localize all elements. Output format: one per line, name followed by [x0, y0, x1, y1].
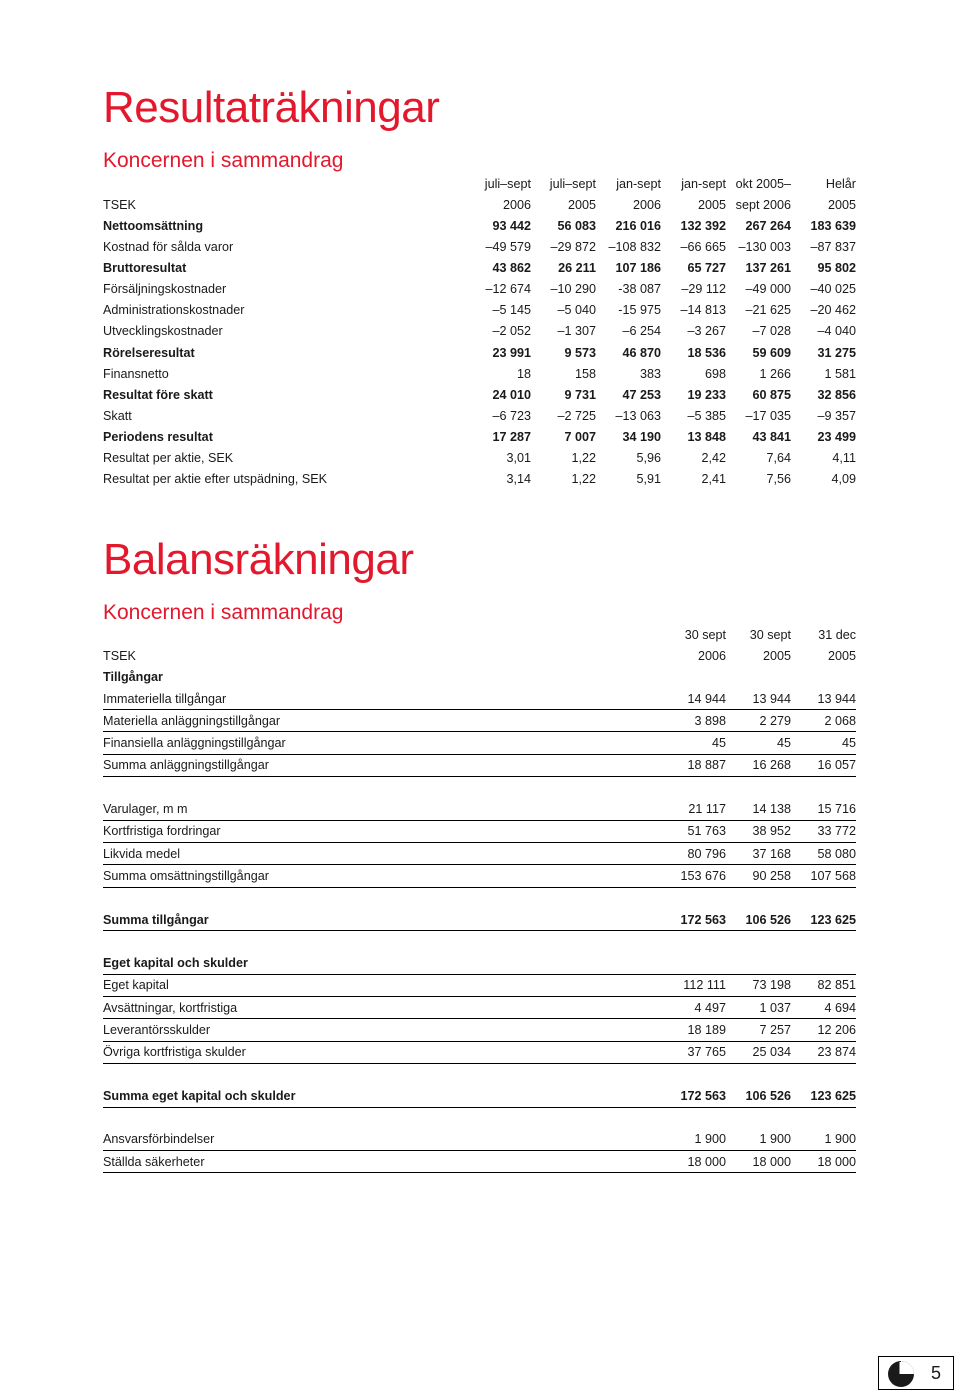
row-value: 23 874: [791, 1041, 856, 1063]
row-value: 1 900: [791, 1129, 856, 1151]
row-value: –2 725: [557, 408, 596, 423]
row-value: 37 168: [726, 842, 791, 864]
column-year-label: 2006: [697, 648, 726, 663]
row-value: 106 526: [726, 909, 791, 931]
table-row: [103, 842, 856, 864]
table-row: [103, 710, 856, 732]
row-value: 45: [791, 732, 856, 754]
column-year-label: 2005: [697, 197, 726, 212]
row-label: Summa tillgångar: [103, 909, 661, 931]
row-value: 32 856: [817, 387, 856, 402]
row-value: –6 254: [622, 324, 661, 339]
row-value: 172 563: [661, 1085, 726, 1107]
row-value: 34 190: [622, 430, 661, 445]
row-value: 73 198: [726, 974, 791, 996]
table-row: [103, 732, 856, 754]
row-value: 1 581: [824, 366, 856, 381]
row-label: Avsättningar, kortfristiga: [103, 997, 661, 1019]
row-value: –2 052: [492, 324, 531, 339]
row-value: 93 442: [492, 218, 531, 233]
row-value: 37 765: [661, 1041, 726, 1063]
row-value: –13 063: [615, 408, 661, 423]
row-value: 1 900: [726, 1129, 791, 1151]
row-value: [791, 952, 856, 974]
table-row: [103, 427, 856, 448]
table-row: [103, 363, 856, 384]
row-value: 45: [661, 732, 726, 754]
table-row: [103, 469, 856, 490]
header-spacer: [103, 174, 466, 194]
row-value: 24 010: [492, 387, 531, 402]
row-value: 38 952: [726, 820, 791, 842]
row-value: 4,09: [831, 472, 856, 487]
row-value: 153 676: [661, 865, 726, 887]
row-label: Immateriella tillgångar: [103, 688, 661, 710]
row-label: Summa eget kapital och skulder: [103, 1085, 661, 1107]
row-value: 112 111: [661, 974, 726, 996]
table-row: [103, 321, 856, 342]
row-label: Resultat före skatt: [103, 387, 213, 402]
spacer-cell: [103, 931, 856, 953]
row-value: 26 211: [558, 260, 596, 275]
row-value: [661, 952, 726, 974]
row-value: 216 016: [615, 218, 661, 233]
row-value: –5 385: [687, 408, 726, 423]
spacer-cell: [103, 1063, 856, 1085]
row-spacer: [103, 1063, 856, 1085]
table-row: [103, 997, 856, 1019]
row-value: 43 862: [492, 260, 531, 275]
column-year-label: 2005: [762, 648, 791, 663]
table-row: [103, 974, 856, 996]
row-value: –21 625: [745, 303, 791, 318]
table-row: [103, 448, 856, 469]
row-label: Administrationskostnader: [103, 303, 245, 318]
row-value: 18 000: [661, 1151, 726, 1173]
row-value: 13 944: [791, 688, 856, 710]
row-label: Materiella anläggningstillgångar: [103, 710, 661, 732]
table-row: [103, 952, 856, 974]
column-period-label: jan-sept: [616, 177, 661, 191]
row-value: 267 264: [745, 218, 791, 233]
row-value: –3 267: [687, 324, 726, 339]
column-period-label: Helår: [825, 177, 856, 191]
row-spacer: [103, 777, 856, 799]
row-label: Kortfristiga fordringar: [103, 820, 661, 842]
row-value: –49 000: [745, 282, 791, 297]
row-label: Eget kapital: [103, 974, 661, 996]
table-row: [103, 688, 856, 710]
row-value: 18 000: [791, 1151, 856, 1173]
table-row: [103, 865, 856, 887]
row-label: Utvecklingskostnader: [103, 324, 223, 339]
column-year-label: 2006: [502, 197, 531, 212]
row-label: Finansiella anläggningstillgångar: [103, 732, 661, 754]
column-period-label: juli–sept: [549, 177, 596, 191]
row-label: Likvida medel: [103, 842, 661, 864]
row-value: 123 625: [791, 1085, 856, 1107]
row-spacer: [103, 887, 856, 909]
row-value: 17 287: [492, 430, 531, 445]
column-year-label: sept 2006: [735, 197, 791, 212]
table-row: [103, 279, 856, 300]
column-date-row: [103, 624, 856, 645]
row-value: 4 497: [661, 997, 726, 1019]
row-value: –49 579: [485, 239, 531, 254]
row-value: 80 796: [661, 842, 726, 864]
row-value: 18 000: [726, 1151, 791, 1173]
column-year-label: 2005: [827, 648, 856, 663]
row-value: 7 007: [564, 430, 596, 445]
row-value: 13 848: [687, 430, 726, 445]
row-value: 90 258: [726, 865, 791, 887]
table-row: [103, 300, 856, 321]
row-value: 18 887: [661, 754, 726, 776]
balance-sheet-title: Balansräkningar: [103, 535, 414, 584]
row-value: 137 261: [745, 260, 791, 275]
income-statement-table: [103, 174, 856, 490]
row-value: 158: [574, 366, 596, 381]
table-row: [103, 384, 856, 405]
row-label: Finansnetto: [103, 366, 169, 381]
row-value: 2 279: [726, 710, 791, 732]
row-value: 9 731: [564, 387, 596, 402]
column-year-label: 2006: [632, 197, 661, 212]
row-value: 12 206: [791, 1019, 856, 1041]
row-value: 1,22: [571, 472, 596, 487]
row-value: 3 898: [661, 710, 726, 732]
row-value: –4 040: [817, 324, 856, 339]
row-value: -15 975: [618, 303, 661, 318]
row-value: –66 665: [680, 239, 726, 254]
row-value: 383: [639, 366, 661, 381]
row-value: –6 723: [492, 408, 531, 423]
row-value: 1,22: [571, 451, 596, 466]
row-label: Eget kapital och skulder: [103, 952, 661, 974]
row-value: 25 034: [726, 1041, 791, 1063]
row-value: 46 870: [622, 345, 661, 360]
row-value: –40 025: [810, 282, 856, 297]
table-row: [103, 215, 856, 236]
row-label: Tillgångar: [103, 670, 163, 685]
unit-label: TSEK: [103, 197, 136, 212]
row-value: –5 040: [557, 303, 596, 318]
column-date-label: 31 dec: [818, 627, 856, 642]
row-value: 43 841: [752, 430, 791, 445]
column-year-row: [103, 645, 856, 666]
row-value: [661, 667, 726, 688]
row-value: –14 813: [680, 303, 726, 318]
column-period-label: okt 2005–: [735, 177, 791, 191]
column-period-label: juli–sept: [484, 177, 531, 191]
column-year-row: [103, 194, 856, 215]
company-logo-icon: [887, 1360, 915, 1388]
row-value: 23 499: [817, 430, 856, 445]
row-label: Resultat per aktie, SEK: [103, 451, 234, 466]
row-value: 1 266: [759, 366, 791, 381]
row-value: 4,11: [832, 451, 856, 466]
row-value: 123 625: [791, 909, 856, 931]
column-year-label: 2005: [827, 197, 856, 212]
row-value: –20 462: [810, 303, 856, 318]
row-value: 1 037: [726, 997, 791, 1019]
table-row: [103, 1151, 856, 1173]
row-value: 58 080: [791, 842, 856, 864]
row-value: 3,14: [506, 472, 531, 487]
row-value: 19 233: [687, 387, 726, 402]
table-row: [103, 342, 856, 363]
row-value: 18: [516, 366, 531, 381]
row-spacer: [103, 931, 856, 953]
row-value: 7 257: [726, 1019, 791, 1041]
row-value: 51 763: [661, 820, 726, 842]
row-value: 33 772: [791, 820, 856, 842]
row-label: Resultat per aktie efter utspädning, SEK: [103, 472, 328, 487]
row-value: 45: [726, 732, 791, 754]
balance-sheet-subtitle: Koncernen i sammandrag: [103, 601, 344, 624]
table-row: [103, 754, 856, 776]
row-value: –10 290: [550, 282, 596, 297]
row-label: Övriga kortfristiga skulder: [103, 1041, 661, 1063]
row-label: Varulager, m m: [103, 798, 661, 820]
row-label: Nettoomsättning: [103, 218, 204, 233]
row-label: Summa omsättningstillgångar: [103, 865, 661, 887]
row-value: 5,91: [636, 472, 661, 487]
row-value: 9 573: [564, 345, 596, 360]
row-value: 18 536: [687, 345, 726, 360]
row-value: 7,64: [766, 451, 791, 466]
table-row: [103, 1041, 856, 1063]
row-value: –1 307: [557, 324, 596, 339]
row-value: –9 357: [817, 408, 856, 423]
row-value: [726, 952, 791, 974]
column-date-label: 30 sept: [749, 627, 791, 642]
row-value: 16 268: [726, 754, 791, 776]
row-value: –17 035: [745, 408, 791, 423]
row-value: 31 275: [817, 345, 856, 360]
row-value: –29 872: [550, 239, 596, 254]
row-value: 82 851: [791, 974, 856, 996]
page-footer: [878, 1356, 954, 1390]
row-value: 5,96: [636, 451, 661, 466]
row-label: Leverantörsskulder: [103, 1019, 661, 1041]
column-year-label: 2005: [567, 197, 596, 212]
row-value: –87 837: [810, 239, 856, 254]
column-period-label: jan-sept: [681, 177, 726, 191]
row-value: 13 944: [726, 688, 791, 710]
row-label: Ställda säkerheter: [103, 1151, 661, 1173]
row-label: Kostnad för sålda varor: [103, 239, 234, 254]
spacer-cell: [103, 777, 856, 799]
row-value: 15 716: [791, 798, 856, 820]
balance-sheet-table: [103, 624, 856, 1173]
row-value: 14 944: [661, 688, 726, 710]
row-value: 60 875: [752, 387, 791, 402]
row-value: 14 138: [726, 798, 791, 820]
row-value: 2,41: [701, 472, 726, 487]
row-label: Ansvarsförbindelser: [103, 1129, 661, 1151]
column-date-label: 30 sept: [684, 627, 726, 642]
table-row: [103, 820, 856, 842]
row-value: 56 083: [557, 218, 596, 233]
row-value: –7 028: [752, 324, 791, 339]
row-value: [791, 667, 856, 688]
row-value: 107 186: [615, 260, 661, 275]
spacer-cell: [103, 1107, 856, 1129]
row-spacer: [103, 1107, 856, 1129]
row-value: 698: [704, 366, 726, 381]
row-value: 59 609: [752, 345, 791, 360]
income-statement-title: Resultaträkningar: [103, 83, 440, 132]
table-row: [103, 236, 856, 257]
row-value: 16 057: [791, 754, 856, 776]
row-value: 1 900: [661, 1129, 726, 1151]
row-label: Rörelseresultat: [103, 345, 195, 360]
row-value: 21 117: [661, 798, 726, 820]
row-label: Skatt: [103, 408, 132, 423]
row-value: –5 145: [492, 303, 531, 318]
row-value: 183 639: [810, 218, 856, 233]
row-value: 2,42: [701, 451, 726, 466]
header-spacer: [103, 624, 661, 645]
row-value: 23 991: [492, 345, 531, 360]
column-header-row: [103, 174, 856, 194]
row-value: –12 674: [485, 282, 531, 297]
spacer-cell: [103, 887, 856, 909]
income-statement-subtitle: Koncernen i sammandrag: [103, 149, 344, 172]
row-value: 3,01: [506, 451, 531, 466]
row-value: –29 112: [681, 282, 726, 297]
row-value: [726, 667, 791, 688]
row-value: 47 253: [622, 387, 661, 402]
row-value: 7,56: [766, 472, 791, 487]
row-value: 132 392: [680, 218, 726, 233]
page-number: 5: [931, 1363, 942, 1383]
row-value: -38 087: [618, 282, 661, 297]
row-value: 95 802: [817, 260, 856, 275]
table-row: [103, 1129, 856, 1151]
row-value: 107 568: [791, 865, 856, 887]
table-row: [103, 257, 856, 278]
row-label: Bruttoresultat: [103, 260, 187, 275]
row-value: 65 727: [687, 260, 726, 275]
row-label: Försäljningskostnader: [103, 282, 227, 297]
table-row: [103, 909, 856, 931]
row-label: Summa anläggningstillgångar: [103, 754, 661, 776]
row-value: 4 694: [791, 997, 856, 1019]
table-row: [103, 798, 856, 820]
unit-label: TSEK: [103, 648, 136, 663]
table-row: [103, 1085, 856, 1107]
row-value: 172 563: [661, 909, 726, 931]
row-value: 2 068: [791, 710, 856, 732]
row-value: –108 832: [608, 239, 661, 254]
row-label: Periodens resultat: [103, 430, 213, 445]
table-row: [103, 405, 856, 426]
row-value: 18 189: [661, 1019, 726, 1041]
row-value: –130 003: [738, 239, 791, 254]
row-value: 106 526: [726, 1085, 791, 1107]
table-row: [103, 667, 856, 688]
table-row: [103, 1019, 856, 1041]
